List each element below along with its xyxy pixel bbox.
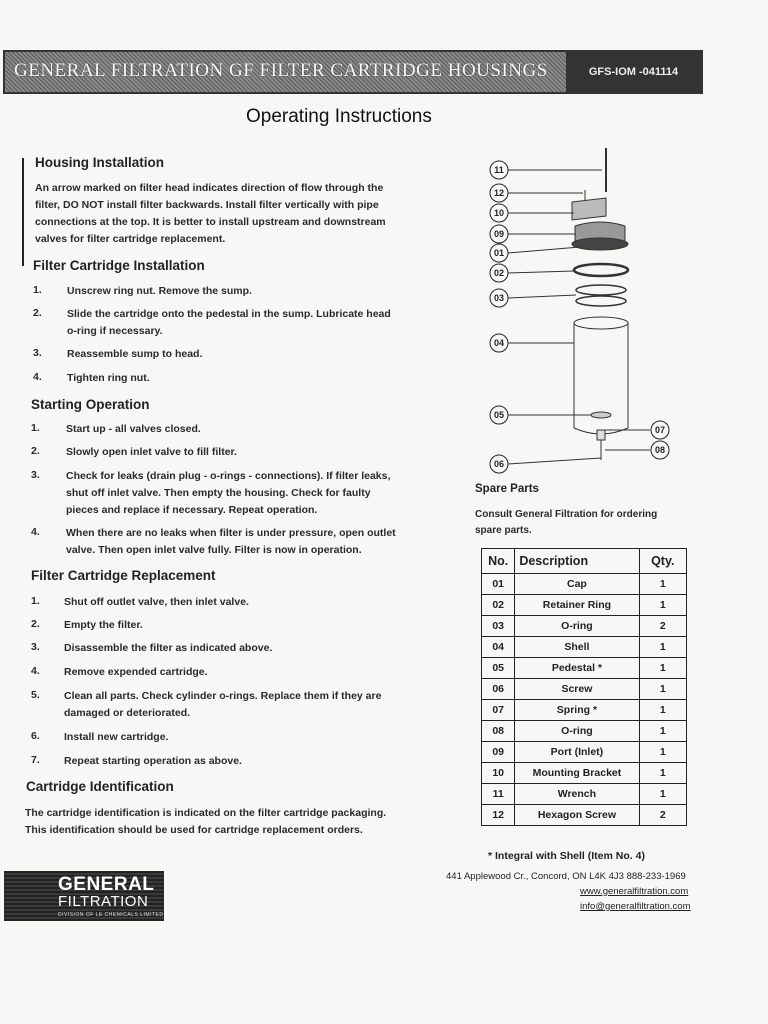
callout-label: 09 [493, 229, 505, 239]
leader-line [508, 271, 574, 273]
step-number: 2. [31, 618, 40, 630]
document-code: GFS-IOM -041114 [566, 52, 701, 92]
identification-line: This identification should be used for cartridge replacement orders. [25, 824, 363, 836]
callout-label: 02 [493, 268, 505, 278]
step-number: 1. [33, 284, 42, 296]
cell-qty: 1 [639, 721, 686, 742]
step-line: Tighten ring nut. [67, 372, 150, 384]
cell-no: 09 [482, 742, 515, 763]
spring-part [597, 430, 605, 440]
spare-parts-note [475, 507, 657, 539]
logo-line1: GENERAL [58, 874, 155, 895]
step-number: 1. [31, 595, 40, 607]
step-text [64, 753, 242, 770]
step-text [66, 421, 201, 438]
cell-description: Hexagon Screw [515, 805, 639, 826]
step-number: 7. [31, 754, 40, 766]
step-text [64, 688, 381, 722]
cell-description: O-ring [515, 616, 639, 637]
cell-description: Wrench [515, 784, 639, 805]
exploded-parts-diagram [480, 140, 690, 480]
cell-description: Screw [515, 679, 639, 700]
table-row [482, 721, 687, 742]
step-number: 4. [33, 371, 42, 383]
spare-parts-heading: Spare Parts [475, 483, 539, 495]
step-line: pieces and replace if necessary. Repeat operation. [66, 504, 318, 516]
callout-label: 06 [493, 459, 505, 469]
cell-description: Pedestal * [515, 658, 639, 679]
oring-part [576, 296, 626, 306]
housing-paragraph [35, 180, 445, 248]
cell-no: 02 [482, 595, 515, 616]
cell-qty: 1 [639, 637, 686, 658]
cell-no: 08 [482, 721, 515, 742]
replacement-heading: Filter Cartridge Replacement [31, 568, 216, 583]
cell-qty: 1 [639, 658, 686, 679]
cell-qty: 1 [639, 574, 686, 595]
cell-no: 12 [482, 805, 515, 826]
cell-qty: 1 [639, 742, 686, 763]
step-number: 1. [31, 422, 40, 434]
step-line: Unscrew ring nut. Remove the sump. [67, 285, 252, 297]
cell-no: 07 [482, 700, 515, 721]
spare-note-line: Consult General Filtration for ordering [475, 509, 658, 520]
cell-qty: 1 [639, 700, 686, 721]
email-link[interactable]: info@generalfiltration.com [580, 901, 691, 912]
cell-no: 06 [482, 679, 515, 700]
website-link[interactable]: www.generalfiltration.com [580, 886, 689, 897]
step-number: 2. [31, 445, 40, 457]
identification-paragraph [25, 805, 386, 839]
callout-label: 05 [493, 410, 505, 420]
step-line: valve. Then open inlet valve fully. Filter is now in operation. [66, 544, 362, 556]
cell-no: 03 [482, 616, 515, 637]
cell-qty: 1 [639, 595, 686, 616]
cell-description: Spring * [515, 700, 639, 721]
step-line: Shut off outlet valve, then inlet valve. [64, 596, 249, 608]
cell-no: 10 [482, 763, 515, 784]
step-line: Repeat starting operation as above. [64, 755, 242, 767]
shell-top [574, 317, 628, 329]
company-address: 441 Applewood Cr., Concord, ON L4K 4J3 888-233-1969 [446, 871, 686, 882]
table-row [482, 763, 687, 784]
cell-description: Retainer Ring [515, 595, 639, 616]
starting-heading: Starting Operation [31, 397, 150, 412]
step-text [64, 617, 143, 634]
callout-label: 08 [654, 445, 666, 455]
housing-line: filter, DO NOT install filter backwards. Install filter vertically with pipe [35, 199, 379, 211]
step-text [67, 306, 391, 340]
step-line: o-ring if necessary. [67, 325, 163, 337]
cell-no: 11 [482, 784, 515, 805]
leader-line [508, 247, 580, 253]
table-row [482, 595, 687, 616]
step-line: damaged or deteriorated. [64, 707, 191, 719]
spare-footnote: * Integral with Shell (Item No. 4) [488, 850, 645, 862]
callout-label: 07 [654, 425, 666, 435]
step-number: 2. [33, 307, 42, 319]
table-row [482, 637, 687, 658]
cell-qty: 2 [639, 616, 686, 637]
cell-no: 01 [482, 574, 515, 595]
step-line: Clean all parts. Check cylinder o-rings. Replace them if they are [64, 690, 382, 702]
retainer-ring-part [574, 264, 628, 276]
step-line: Start up - all valves closed. [66, 423, 201, 435]
table-row [482, 658, 687, 679]
step-text [64, 594, 249, 611]
step-text [67, 370, 150, 387]
table-row [482, 679, 687, 700]
step-line: Check for leaks (drain plug - o-rings - connections). If filter leaks, [66, 470, 391, 482]
step-line: Reassemble sump to head. [67, 348, 203, 360]
step-line: Install new cartridge. [64, 731, 169, 743]
cell-qty: 1 [639, 763, 686, 784]
step-number: 5. [31, 689, 40, 701]
table-row [482, 700, 687, 721]
leader-line [508, 458, 601, 464]
step-line: Slowly open inlet valve to fill filter. [66, 446, 237, 458]
margin-bar [22, 158, 24, 266]
step-text [66, 525, 396, 559]
step-line: Slide the cartridge onto the pedestal in the sump. Lubricate head [67, 308, 391, 320]
cell-qty: 2 [639, 805, 686, 826]
leader-line [508, 295, 576, 298]
cell-description: Shell [515, 637, 639, 658]
cell-no: 04 [482, 637, 515, 658]
step-line: Empty the filter. [64, 619, 143, 631]
callout-label: 03 [493, 293, 505, 303]
cell-qty: 1 [639, 784, 686, 805]
step-text [66, 468, 390, 519]
banner-title: GENERAL FILTRATION GF FILTER CARTRIDGE HOUSINGS [14, 60, 548, 81]
logo-line2: FILTRATION [58, 893, 149, 910]
table-row [482, 742, 687, 763]
callout-label: 04 [493, 338, 505, 348]
col-header-no: No. [482, 549, 515, 574]
table-row [482, 574, 687, 595]
step-number: 3. [31, 469, 40, 481]
step-text [67, 346, 202, 363]
cell-description: Cap [515, 574, 639, 595]
identification-heading: Cartridge Identification [26, 779, 174, 794]
bracket-part [572, 198, 606, 220]
cell-description: O-ring [515, 721, 639, 742]
table-row [482, 784, 687, 805]
col-header-qty: Qty. [639, 549, 686, 574]
identification-line: The cartridge identification is indicated on the filter cartridge packaging. [25, 807, 387, 819]
callout-label: 01 [493, 248, 505, 258]
callout-label: 10 [493, 208, 505, 218]
table-body [482, 574, 687, 826]
step-line: shut off inlet valve. Then empty the housing. Check for faulty [66, 487, 371, 499]
spare-parts-table [481, 548, 687, 826]
spare-note-line: spare parts. [475, 525, 532, 536]
step-text [64, 640, 272, 657]
cell-qty: 1 [639, 679, 686, 700]
housing-line: An arrow marked on filter head indicates direction of flow through the [35, 182, 384, 194]
housing-line: connections at the top. It is better to install upstream and downstream [35, 216, 386, 228]
step-number: 4. [31, 526, 40, 538]
page-title: Operating Instructions [246, 106, 432, 127]
housing-heading: Housing Installation [35, 155, 165, 170]
step-number: 6. [31, 730, 40, 742]
callout-label: 12 [493, 188, 505, 198]
pedestal-part [591, 412, 611, 418]
cell-no: 05 [482, 658, 515, 679]
table-header-row [482, 549, 687, 574]
logo-tagline: DIVISION OF LE CHEMICALS LIMITED [58, 912, 164, 918]
cell-description: Port (Inlet) [515, 742, 639, 763]
step-number: 4. [31, 665, 40, 677]
col-header-description: Description [515, 549, 639, 574]
port-part [572, 238, 628, 250]
step-text [64, 664, 208, 681]
step-line: Disassemble the filter as indicated above. [64, 642, 273, 654]
cartridge-install-heading: Filter Cartridge Installation [33, 258, 205, 273]
step-line: Remove expended cartridge. [64, 666, 208, 678]
housing-line: valves for filter cartridge replacement. [35, 233, 226, 245]
table-row [482, 616, 687, 637]
step-number: 3. [33, 347, 42, 359]
table-row [482, 805, 687, 826]
step-text [66, 444, 237, 461]
oring-part [576, 285, 626, 295]
step-text [64, 729, 168, 746]
step-text [67, 283, 252, 300]
cell-description: Mounting Bracket [515, 763, 639, 784]
step-line: When there are no leaks when filter is under pressure, open outlet [66, 527, 396, 539]
step-number: 3. [31, 641, 40, 653]
callout-label: 11 [494, 165, 504, 175]
